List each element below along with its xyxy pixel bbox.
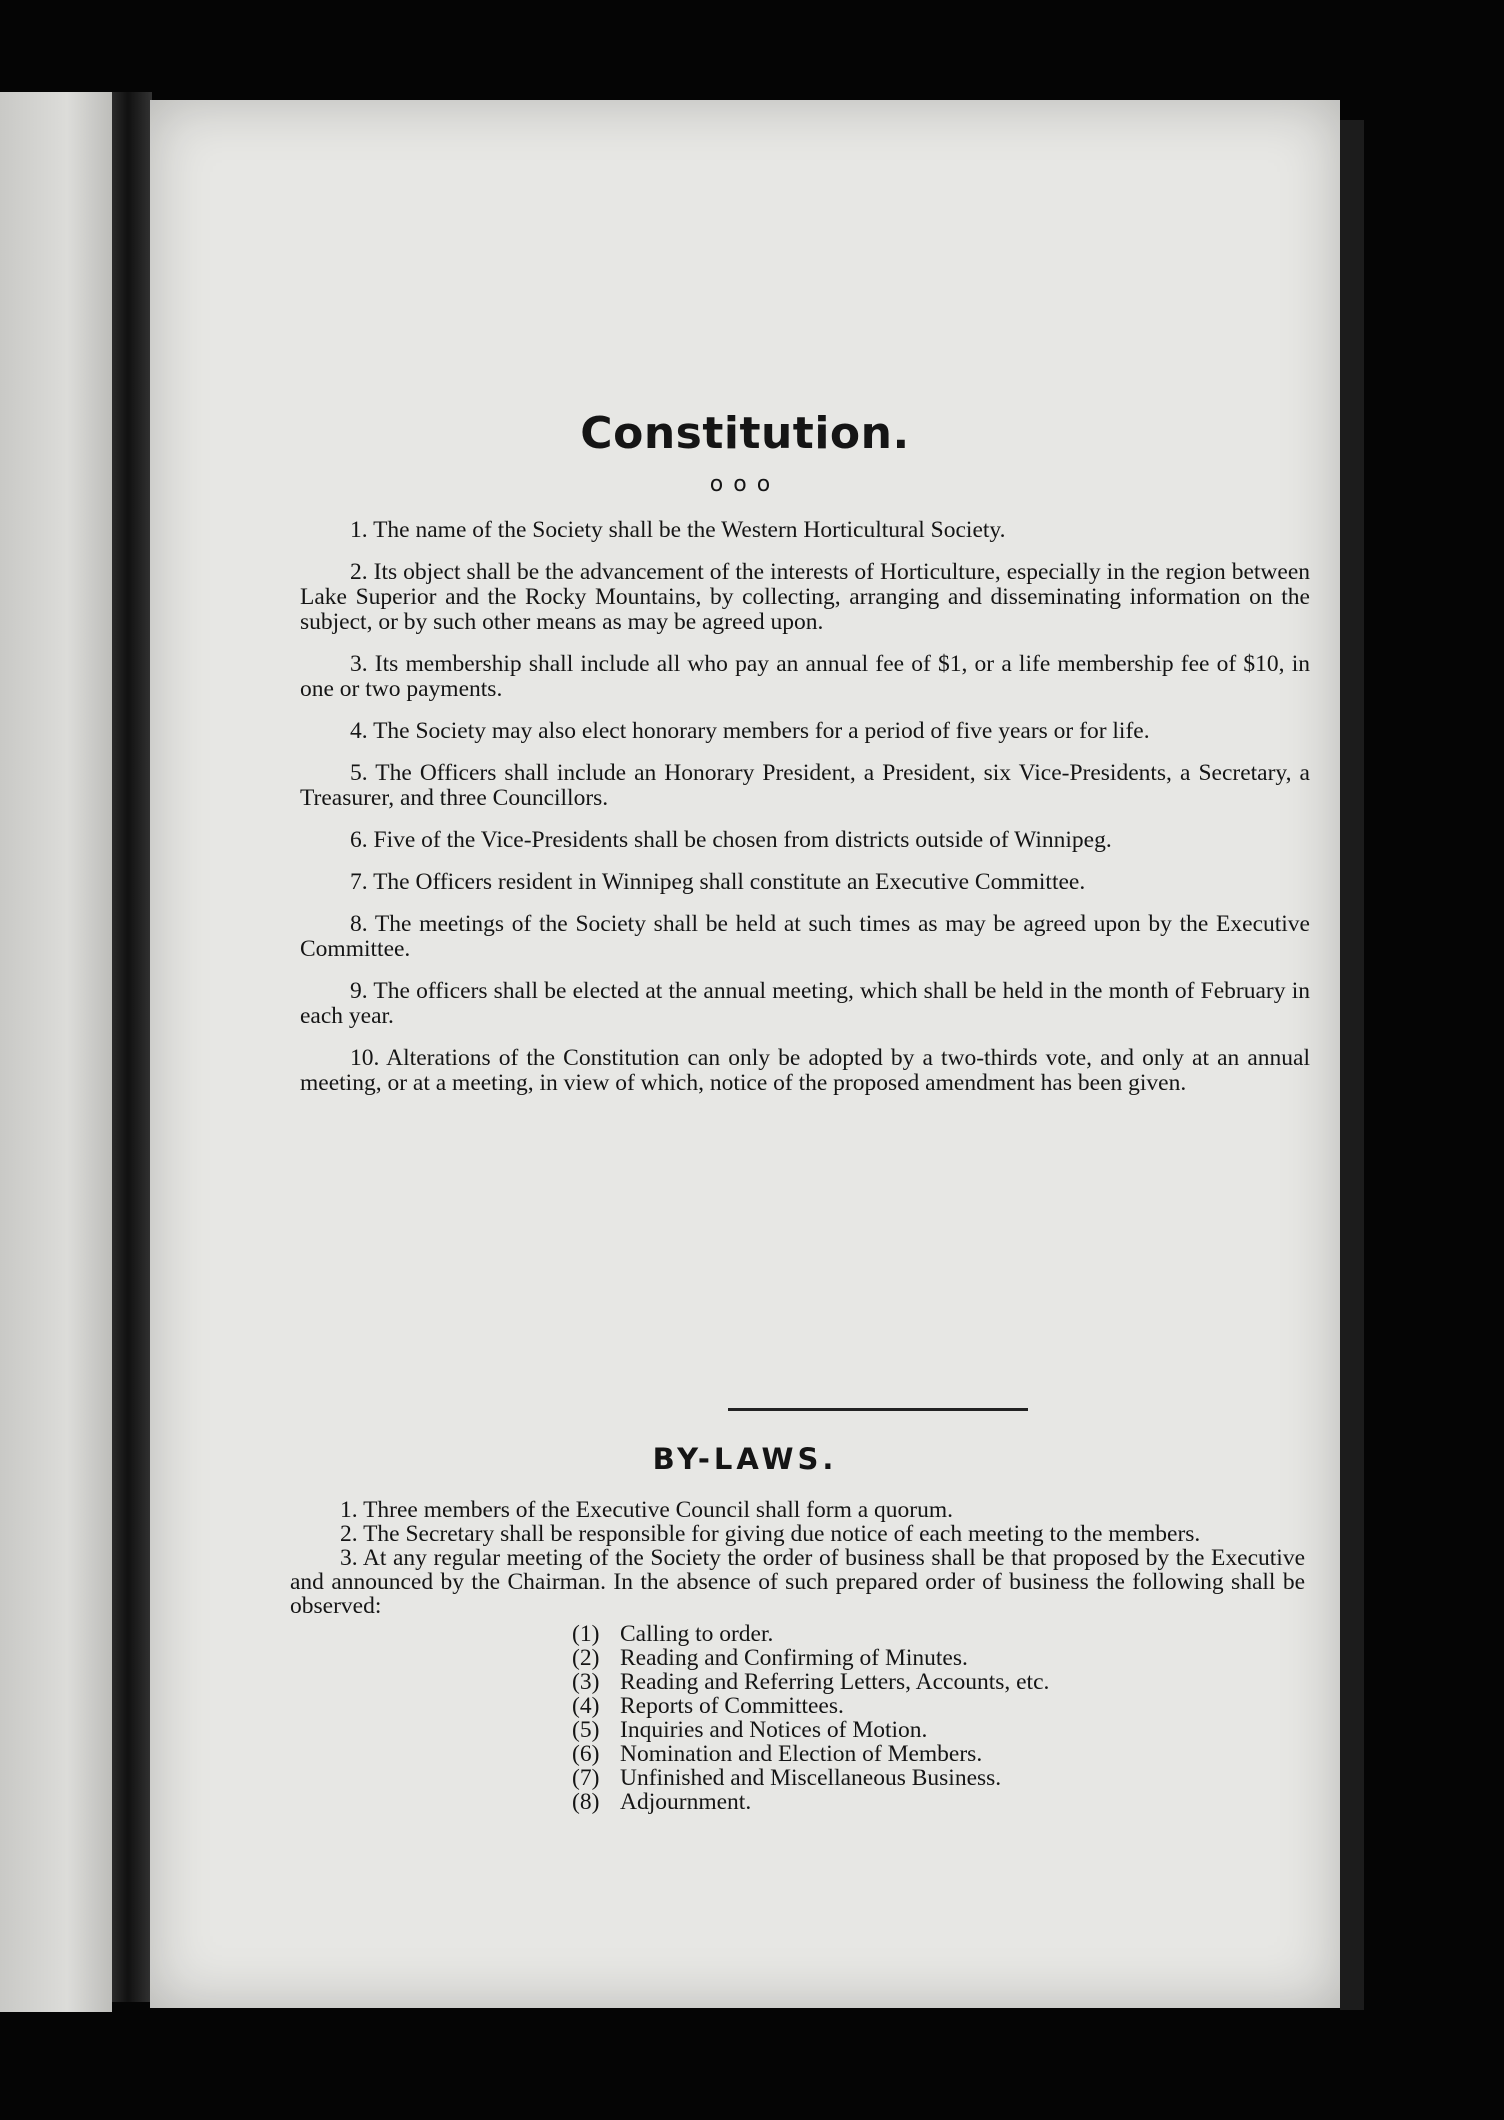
list-item — [572, 1622, 1305, 1646]
bylaws-section — [290, 1498, 1305, 1814]
list-item-number: (7) — [572, 1765, 600, 1791]
bylaws-heading: BY-LAWS. — [652, 1442, 838, 1476]
list-item-number: (1) — [572, 1621, 600, 1647]
section-divider — [728, 1408, 1028, 1411]
document-page — [150, 100, 1340, 2008]
book-spine — [112, 92, 152, 2002]
list-item — [572, 1646, 1305, 1670]
bylaw-2: 2. The Secretary shall be responsible for giving due notice of each meeting to the members. — [340, 1521, 1201, 1547]
list-item-text: Calling to order. — [620, 1621, 774, 1647]
article-3: 3. Its membership shall include all who pay an annual fee of $1, or a life membership fee of $10, in one or two payments. — [300, 651, 1310, 702]
article-6: 6. Five of the Vice-Presidents shall be chosen from districts outside of Winnipeg. — [350, 827, 1112, 853]
left-page-edge — [0, 92, 112, 2012]
list-item-number: (3) — [572, 1669, 600, 1695]
list-item — [572, 1694, 1305, 1718]
article-1: 1. The name of the Society shall be the Western Horticultural Society. — [350, 517, 1006, 543]
list-item-text: Unfinished and Miscellaneous Business. — [620, 1765, 1002, 1791]
list-item — [572, 1670, 1305, 1694]
list-item-number: (4) — [572, 1693, 600, 1719]
list-item — [572, 1790, 1305, 1814]
list-item-number: (5) — [572, 1717, 600, 1743]
page-title: Constitution. — [580, 408, 910, 459]
article-4: 4. The Society may also elect honorary members for a period of five years or for life. — [350, 718, 1150, 744]
list-item-text: Nomination and Election of Members. — [620, 1741, 983, 1767]
article-10: 10. Alterations of the Constitution can only be adopted by a two-thirds vote, and only at an annual meeting, or at a meeting, in view of which, notice of the proposed amendment has been given. — [300, 1045, 1310, 1096]
list-item-text: Reports of Committees. — [620, 1693, 844, 1719]
order-of-business-list — [290, 1622, 1305, 1814]
list-item-text: Reading and Confirming of Minutes. — [620, 1645, 968, 1671]
article-5: 5. The Officers shall include an Honorary President, a President, six Vice-Presidents, a Secretary, a Treasurer, and three Councillors. — [300, 760, 1310, 811]
list-item — [572, 1766, 1305, 1790]
title-ornament: ooo — [709, 472, 781, 497]
list-item-number: (6) — [572, 1741, 600, 1767]
article-2: 2. Its object shall be the advancement of the interests of Horticulture, especially in the region between Lake Superior and the Rocky Mountains, by collecting, arranging and disseminating information on the subject, or by such other means as may be agreed upon. — [300, 559, 1310, 635]
bylaw-1: 1. Three members of the Executive Council shall form a quorum. — [340, 1497, 954, 1523]
article-7: 7. The Officers resident in Winnipeg shall constitute an Executive Committee. — [350, 869, 1086, 895]
page-shadow-edge — [1340, 120, 1364, 2010]
list-item-text: Inquiries and Notices of Motion. — [620, 1717, 928, 1743]
bylaw-3: 3. At any regular meeting of the Society the order of business shall be that proposed by the Executive and announced by the Chairman. In the absence of such prepared order of business the following shall be observed: — [290, 1545, 1305, 1619]
list-item-text: Adjournment. — [620, 1789, 752, 1815]
list-item — [572, 1742, 1305, 1766]
list-item-number: (8) — [572, 1789, 600, 1815]
list-item-text: Reading and Referring Letters, Accounts, etc. — [620, 1669, 1050, 1695]
constitution-articles — [300, 518, 1310, 1113]
article-9: 9. The officers shall be elected at the annual meeting, which shall be held in the month of February in each year. — [300, 978, 1310, 1029]
list-item — [572, 1718, 1305, 1742]
list-item-number: (2) — [572, 1645, 600, 1671]
article-8: 8. The meetings of the Society shall be held at such times as may be agreed upon by the Executive Committee. — [300, 911, 1310, 962]
